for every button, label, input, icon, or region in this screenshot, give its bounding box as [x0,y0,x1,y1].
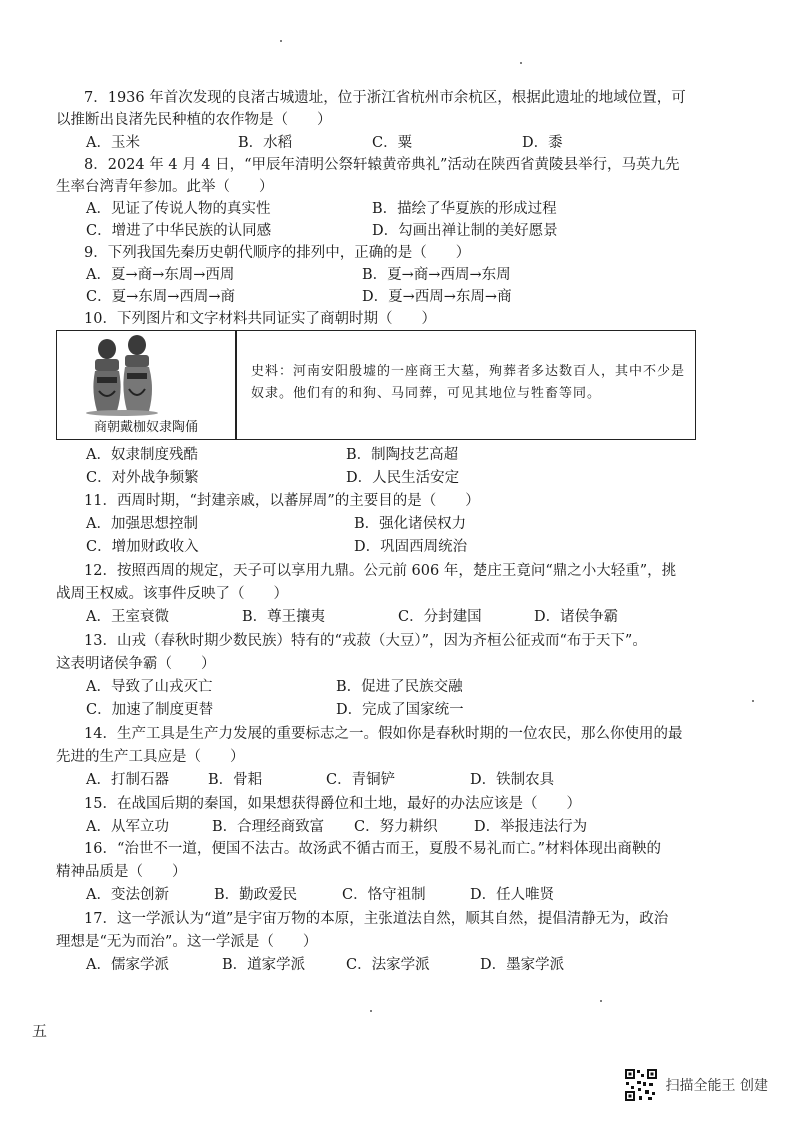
q8-stem: 8．2024 年 4 月 4 日，“甲辰年清明公祭轩辕黄帝典礼”活动在陕西省黄陵县举行，马英九先 [84,157,680,173]
q12-option-d: D．诸侯争霸 [534,609,619,625]
q9-option-d: D．夏→西周→东周→商 [362,289,512,305]
q13-option-d: D．完成了国家统一 [336,702,464,718]
q7-option-c: C．粟 [372,135,413,151]
q13-option-a: A．导致了山戎灭亡 [86,679,213,695]
q16-option-a: A．变法创新 [86,887,169,903]
q13-stem-cont: 这表明诸侯争霸（ ） [56,656,216,672]
q8-option-b: B．描绘了华夏族的形成过程 [372,201,557,217]
q10-option-c: C．对外战争频繁 [86,470,199,486]
q11-stem: 11．西周时期，“封建亲戚，以蕃屏周”的主要目的是（ ） [84,493,480,509]
q9-option-b: B．夏→商→西周→东周 [362,267,511,283]
q13-option-c: C．加速了制度更替 [86,702,214,718]
q11-option-c: C．增加财政收入 [86,539,199,555]
q7-stem-cont: 以推断出良渚先民种植的农作物是（ ） [56,112,332,128]
margin-mark: 五 [32,1022,48,1040]
q9-stem: 9．下列我国先秦历史朝代顺序的排列中，正确的是（ ） [84,245,471,261]
q17-option-d: D．墨家学派 [480,957,565,973]
q17-stem-cont: 理想是“无为而治”。这一学派是（ ） [56,934,318,950]
q7-option-a: A．玉米 [86,135,140,151]
scanner-watermark [624,1068,768,1102]
scan-speck [280,40,282,42]
q17-option-a: A．儒家学派 [86,957,169,973]
historical-source-text: 史料：河南安阳殷墟的一座商王大墓，殉葬者多达数百人，其中不少是奴隶。他们有的和狗、马同葬，可见其地位与牲畜等同。 [251,364,686,401]
q15-option-a: A．从军立功 [86,819,169,835]
q9-option-a: A．夏→商→东周→西周 [86,267,235,283]
q8-option-d: D．勾画出禅让制的美好愿景 [372,223,558,239]
q16-option-b: B．勤政爱民 [214,887,298,903]
q10-option-d: D．人民生活安定 [346,470,460,486]
q7-option-b: B．水稻 [238,135,293,151]
q16-stem-cont: 精神品质是（ ） [56,864,187,880]
q12-stem: 12．按照西周的规定，天子可以享用九鼎。公元前 606 年，楚庄王竟问“鼎之小大轻重”，挑 [84,563,677,579]
q13-option-b: B．促进了民族交融 [336,679,463,695]
q12-stem-cont: 战周王权威。该事件反映了（ ） [56,586,288,602]
q14-option-c: C．青铜铲 [326,772,396,788]
q14-option-a: A．打制石器 [86,772,169,788]
figure-caption: 商朝戴枷奴隶陶俑 [93,420,198,435]
q14-stem-cont: 先进的生产工具应是（ ） [56,749,245,765]
q12-option-c: C．分封建国 [398,609,482,625]
q7-stem: 7．1936 年首次发现的良渚古城遗址，位于浙江省杭州市余杭区，根据此遗址的地域位置，可 [84,90,686,106]
q8-option-a: A．见证了传说人物的真实性 [86,201,271,217]
q11-option-b: B．强化诸侯权力 [354,516,467,532]
q15-option-c: C．努力耕织 [354,819,438,835]
q13-stem: 13．山戎（春秋时期少数民族）特有的“戎菽（大豆）”，因为齐桓公征戎而“布于天下”。 [84,633,647,649]
q17-option-c: C．法家学派 [346,957,430,973]
table-divider [235,331,237,439]
scan-speck [752,700,754,702]
q16-option-d: D．任人唯贤 [470,887,555,903]
q15-stem: 15．在战国后期的秦国，如果想获得爵位和土地，最好的办法应该是（ ） [84,796,581,812]
q8-option-c: C．增进了中华民族的认同感 [86,223,272,239]
scan-speck [370,1010,372,1012]
q16-stem: 16．“治世不一道，便国不法古。故汤武不循古而王，夏殷不易礼而亡。”材料体现出商鞅的 [84,841,662,857]
q10-figure-cell [57,331,235,439]
q17-option-b: B．道家学派 [222,957,306,973]
q15-option-d: D．举报违法行为 [474,819,588,835]
scanner-watermark-label: 扫描全能王 创建 [665,1078,768,1094]
slave-figurine-image [57,331,235,421]
q11-option-d: D．巩固西周统治 [354,539,468,555]
q9-option-c: C．夏→东周→西周→商 [86,289,236,305]
q10-option-b: B．制陶技艺高超 [346,447,459,463]
q17-stem: 17．这一学派认为“道”是宇宙万物的本原，主张道法自然，顺其自然，提倡清静无为，政治 [84,911,669,927]
q16-option-c: C．恪守祖制 [342,887,426,903]
q7-option-d: D．黍 [522,135,563,151]
q15-option-b: B．合理经商致富 [212,819,325,835]
q12-option-a: A．王室衰微 [86,609,169,625]
scan-speck [520,62,522,64]
q10-material-table [56,330,696,440]
q12-option-b: B．尊王攘夷 [242,609,326,625]
scan-speck [600,1000,602,1002]
q8-stem-cont: 生率台湾青年参加。此举（ ） [56,179,274,195]
q10-stem: 10．下列图片和文字材料共同证实了商朝时期（ ） [84,311,436,327]
q11-option-a: A．加强思想控制 [86,516,198,532]
q14-option-b: B．骨耜 [208,772,263,788]
q10-option-a: A．奴隶制度残酷 [86,447,198,463]
q14-option-d: D．铁制农具 [470,772,555,788]
q14-stem: 14．生产工具是生产力发展的重要标志之一。假如你是春秋时期的一位农民，那么你使用的最 [84,726,683,742]
qr-code-icon [624,1068,658,1102]
